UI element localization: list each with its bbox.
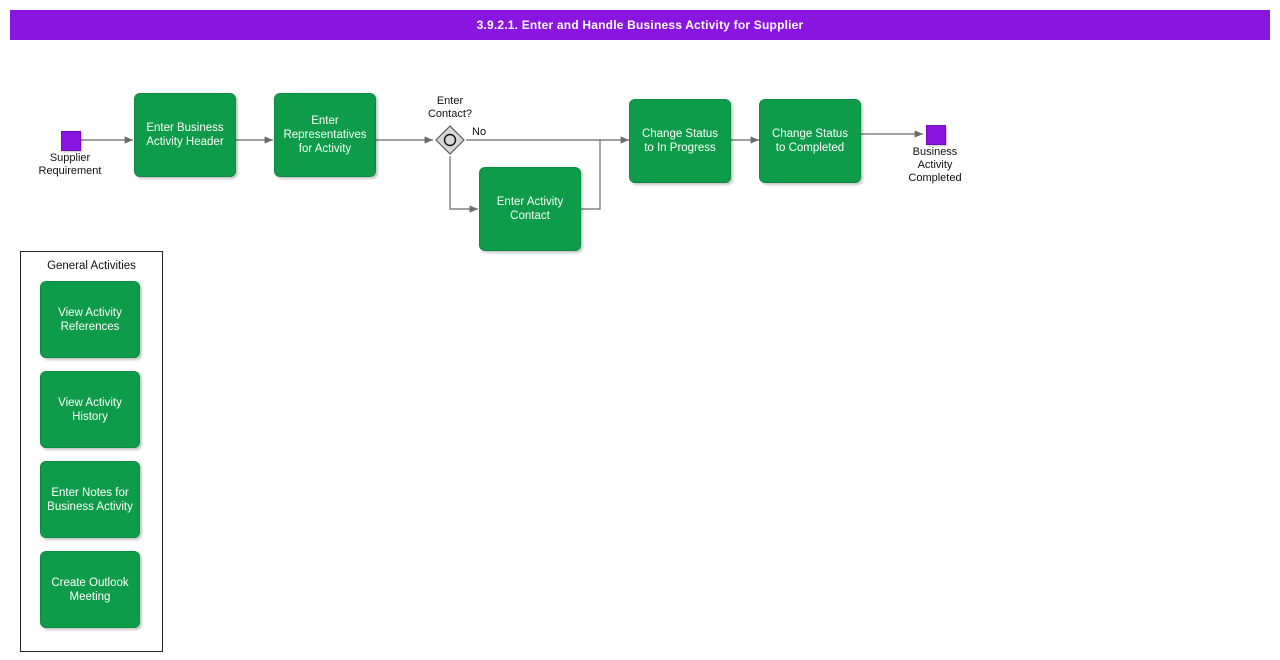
group-task1-line1: View Activity — [58, 306, 122, 319]
start-event-label-line2: Requirement — [38, 165, 102, 177]
end-event-label-line1: Business — [912, 146, 958, 158]
task-create-outlook-meeting[interactable] — [40, 551, 140, 628]
gateway-branch-label-no: No — [472, 126, 487, 138]
end-event-label-line2: Activity — [917, 159, 953, 171]
start-event-label — [20, 152, 120, 178]
task-view-activity-references[interactable] — [40, 281, 140, 358]
group-task2-line2: History — [72, 410, 108, 423]
group-general-activities-title: General Activities — [47, 260, 136, 272]
task-enter-notes-for-business-activity[interactable] — [40, 461, 140, 538]
start-event[interactable] — [61, 131, 81, 151]
task3-line1: Enter Activity — [496, 196, 564, 208]
task5-line1: Change Status — [771, 128, 849, 140]
page-title: 3.9.2.1. Enter and Handle Business Activity for Supplier — [476, 18, 804, 32]
task2-line1: Enter — [311, 115, 339, 127]
gateway-label-line1: Enter — [436, 95, 464, 107]
task4-line1: Change Status — [641, 128, 719, 140]
group-task2-line1: View Activity — [58, 396, 122, 409]
end-event-label — [885, 146, 985, 185]
task2-line2: Representatives — [283, 129, 367, 141]
group-task4-line2: Meeting — [69, 590, 111, 603]
task-enter-activity-contact[interactable] — [479, 167, 581, 251]
task-change-status-to-completed[interactable] — [759, 99, 861, 183]
task1-line1: Enter Business — [146, 122, 224, 134]
task3-line2: Contact — [510, 210, 550, 222]
group-task3-line1: Enter Notes for — [51, 486, 129, 499]
start-event-label-line1: Supplier — [49, 152, 91, 164]
gateway-label-line2: Contact? — [427, 108, 473, 120]
task-enter-representatives-for-activity[interactable] — [274, 93, 376, 177]
end-event-label-line3: Completed — [908, 172, 962, 184]
task-enter-business-activity-header[interactable] — [134, 93, 236, 177]
task-view-activity-history[interactable] — [40, 371, 140, 448]
end-event[interactable] — [926, 125, 946, 145]
group-task4-line1: Create Outlook — [51, 576, 129, 589]
group-task1-line2: References — [60, 320, 120, 333]
group-task3-line2: Business Activity — [47, 500, 133, 513]
task5-line2: to Completed — [775, 142, 845, 154]
task4-line2: to In Progress — [644, 142, 716, 154]
task-change-status-to-in-progress[interactable] — [629, 99, 731, 183]
gateway-label — [400, 95, 500, 121]
task2-line3: for Activity — [298, 143, 352, 155]
task1-line2: Activity Header — [146, 136, 224, 148]
